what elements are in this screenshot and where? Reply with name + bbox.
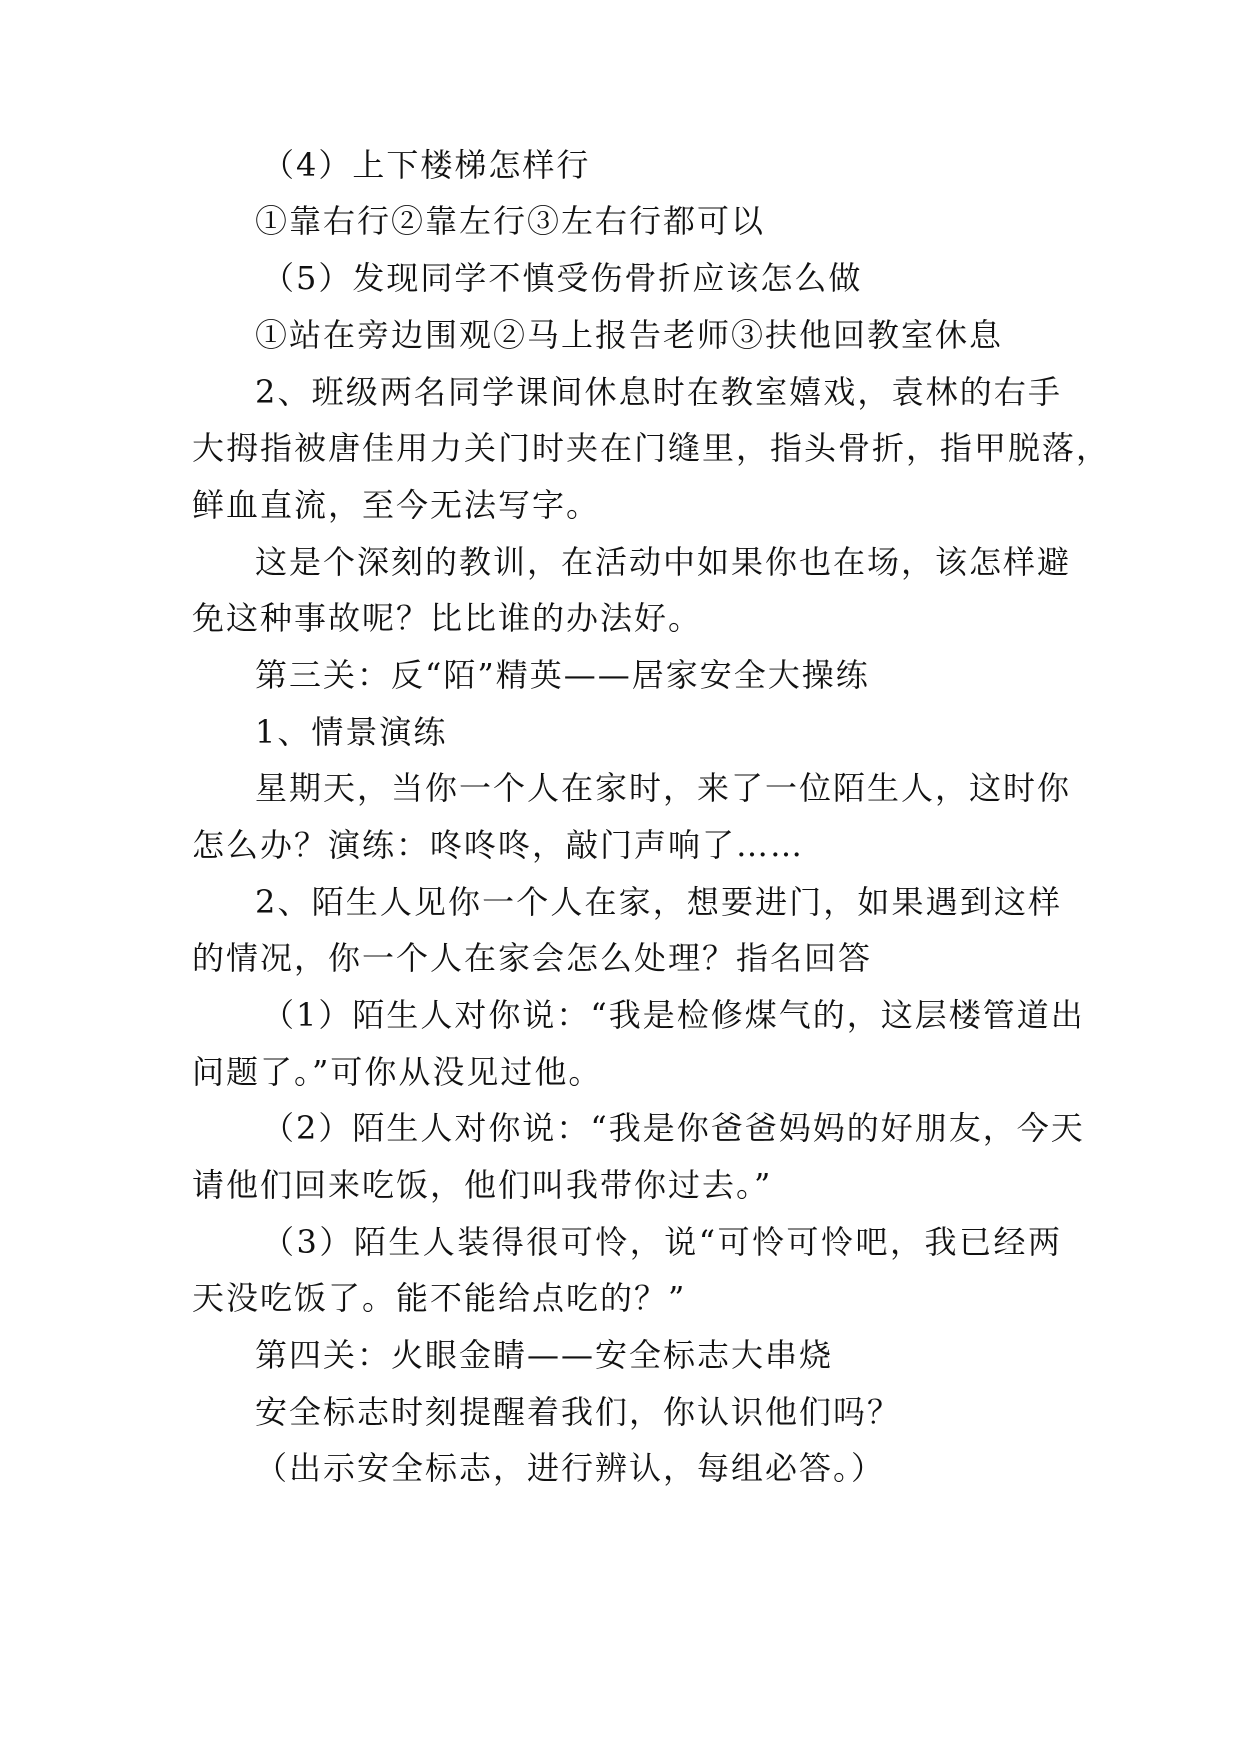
text-line: （出示安全标志，进行辨认，每组必答。） — [255, 1449, 886, 1487]
text-line: 免这种事故呢？比比谁的办法好。 — [192, 599, 703, 637]
section-heading: 第四关：火眼金睛——安全标志大串烧 — [255, 1336, 834, 1374]
text-line: （2）陌生人对你说：“我是你爸爸妈妈的好朋友，今天 — [262, 1109, 1085, 1147]
text-line: 大拇指被唐佳用力关门时夹在门缝里，指头骨折，指甲脱落， — [192, 429, 1111, 467]
text-line: 2、陌生人见你一个人在家，想要进门，如果遇到这样 — [255, 883, 1062, 921]
text-line: （1）陌生人对你说：“我是检修煤气的，这层楼管道出 — [262, 996, 1085, 1034]
text-line: 怎么办？演练：咚咚咚，敲门声响了…… — [192, 826, 805, 864]
text-line: （4）上下楼梯怎样行 — [262, 146, 591, 184]
section-heading: 第三关：反“陌”精英——居家安全大操练 — [255, 656, 870, 694]
text-line: 1、情景演练 — [255, 713, 448, 751]
text-line: （5）发现同学不慎受伤骨折应该怎么做 — [262, 259, 863, 297]
text-line: （3）陌生人装得很可怜，说“可怜可怜吧，我已经两 — [262, 1223, 1062, 1261]
text-line: 安全标志时刻提醒着我们，你认识他们吗？ — [255, 1393, 902, 1431]
text-line: 2、班级两名同学课间休息时在教室嬉戏，袁林的右手 — [255, 373, 1062, 411]
text-line: ①站在旁边围观②马上报告老师③扶他回教室休息 — [255, 316, 1004, 354]
text-line: 的情况，你一个人在家会怎么处理？指名回答 — [192, 939, 873, 977]
text-line: 请他们回来吃饭，他们叫我带你过去。” — [192, 1166, 773, 1204]
text-line: 星期天，当你一个人在家时，来了一位陌生人，这时你 — [255, 769, 1072, 807]
text-line: 天没吃饭了。能不能给点吃的？” — [192, 1279, 687, 1317]
text-line: 这是个深刻的教训，在活动中如果你也在场，该怎样避 — [255, 543, 1072, 581]
text-line: 问题了。”可你从没见过他。 — [192, 1053, 603, 1091]
text-line: ①靠右行②靠左行③左右行都可以 — [255, 202, 766, 240]
text-line: 鲜血直流，至今无法写字。 — [192, 486, 601, 524]
